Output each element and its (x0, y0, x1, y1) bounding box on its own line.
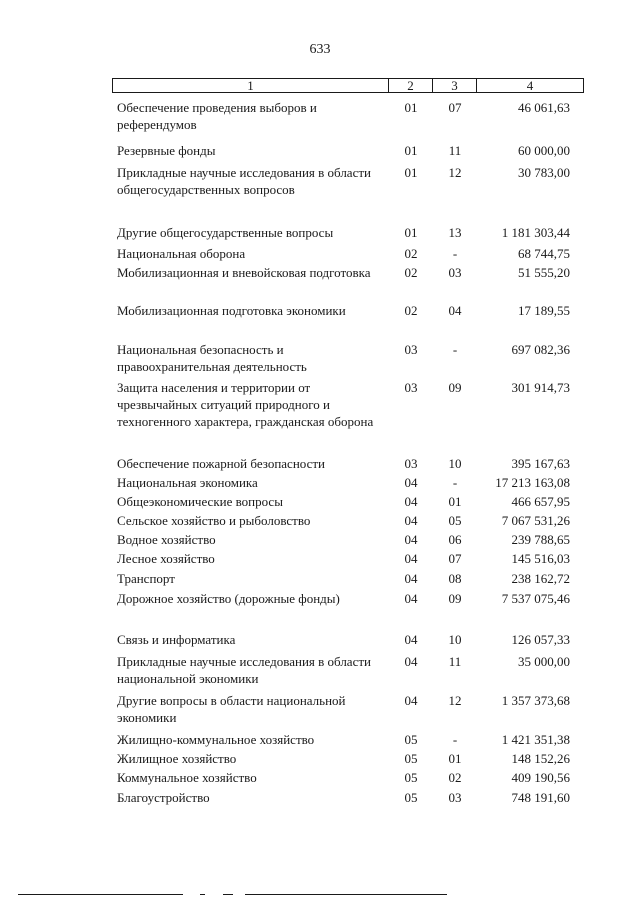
row-amount: 1 421 351,38 (501, 732, 570, 747)
row-name: Жилищное хозяйство (117, 751, 237, 766)
row-subsection: 03 (448, 265, 462, 280)
row-amount: 7 537 075,46 (501, 591, 570, 606)
row-section: 04 (404, 513, 418, 528)
row-name: Благоустройство (117, 790, 210, 805)
row-subsection: 12 (448, 165, 462, 180)
row-subsection: 09 (448, 380, 462, 395)
row-subsection: 02 (448, 770, 462, 785)
row-amount: 46 061,63 (518, 100, 570, 115)
row-name: Национальная экономика (117, 475, 258, 490)
row-subsection: 04 (448, 303, 462, 318)
row-name: Мобилизационная и вневойсковая подготовка (117, 265, 371, 280)
row-name: Другие общегосударственные вопросы (117, 225, 334, 240)
row-subsection: - (452, 475, 458, 490)
row-subsection: 12 (448, 693, 462, 708)
row-subsection: - (452, 732, 458, 747)
row-amount: 7 067 531,26 (501, 513, 570, 528)
row-subsection: 07 (448, 100, 462, 115)
row-subsection: 11 (448, 654, 462, 669)
row-name: Резервные фонды (117, 143, 216, 158)
row-name: Национальная оборона (117, 246, 246, 261)
row-amount: 17 189,55 (518, 303, 570, 318)
header-col-4: 4 (526, 78, 534, 93)
row-subsection: 06 (448, 532, 462, 547)
row-amount: 697 082,36 (511, 342, 570, 357)
row-subsection: 08 (448, 571, 462, 586)
row-section: 04 (404, 494, 418, 509)
row-name: Обеспечение пожарной безопасности (117, 456, 326, 471)
header-col-2: 2 (389, 79, 433, 92)
row-name: Лесное хозяйство (117, 551, 215, 566)
row-subsection: 05 (448, 513, 462, 528)
row-amount: 238 162,72 (511, 571, 570, 586)
row-subsection: 13 (448, 225, 462, 240)
page-number: 633 (309, 42, 331, 57)
row-amount: 1 181 303,44 (501, 225, 570, 240)
row-section: 04 (404, 693, 418, 708)
row-section: 02 (404, 265, 418, 280)
row-name: Мобилизационная подготовка экономики (117, 303, 346, 318)
row-section: 03 (404, 380, 418, 395)
row-section: 04 (404, 571, 418, 586)
header-col-1: 1 (113, 79, 389, 92)
footer-rule-dash (200, 894, 205, 895)
row-section: 01 (404, 165, 418, 180)
row-section: 04 (404, 551, 418, 566)
row-amount: 409 190,56 (511, 770, 570, 785)
row-section: 03 (404, 456, 418, 471)
row-amount: 60 000,00 (518, 143, 570, 158)
row-section: 03 (404, 342, 418, 357)
row-amount: 51 555,20 (518, 265, 570, 280)
row-amount: 145 516,03 (511, 551, 570, 566)
row-subsection: - (452, 246, 458, 261)
row-section: 04 (404, 591, 418, 606)
row-amount: 395 167,63 (511, 456, 570, 471)
row-name: Связь и информатика (117, 632, 236, 647)
row-section: 05 (404, 751, 418, 766)
row-amount: 748 191,60 (511, 790, 570, 805)
row-subsection: 07 (448, 551, 462, 566)
row-name: Коммунальное хозяйство (117, 770, 257, 785)
row-section: 04 (404, 654, 418, 669)
row-section: 05 (404, 732, 418, 747)
row-section: 02 (404, 303, 418, 318)
row-amount: 17 213 163,08 (495, 475, 570, 490)
row-name: Национальная безопасность и правоохранительная деятельность (117, 342, 307, 374)
row-amount: 35 000,00 (518, 654, 570, 669)
row-section: 04 (404, 532, 418, 547)
row-name: Жилищно-коммунальное хозяйство (117, 732, 315, 747)
row-section: 01 (404, 225, 418, 240)
row-name: Дорожное хозяйство (дорожные фонды) (117, 591, 340, 606)
footer-rule-left (18, 894, 183, 895)
row-name: Другие вопросы в области национальной экономики (117, 693, 346, 725)
row-amount: 30 783,00 (518, 165, 570, 180)
row-name: Транспорт (117, 571, 175, 586)
row-name: Защита населения и территории от чрезвычайных ситуаций природного и техногенного характера, гражданская оборона (117, 380, 374, 429)
row-section: 05 (404, 770, 418, 785)
row-subsection: 11 (448, 143, 462, 158)
row-name: Прикладные научные исследования в области национальной экономики (117, 654, 371, 686)
row-section: 05 (404, 790, 418, 805)
row-amount: 126 057,33 (511, 632, 570, 647)
row-amount: 301 914,73 (511, 380, 570, 395)
table-header (112, 78, 584, 93)
row-amount: 466 657,95 (511, 494, 570, 509)
row-section: 01 (404, 143, 418, 158)
row-name: Обеспечение проведения выборов и референдумов (117, 100, 317, 132)
header-col-3: 3 (433, 79, 477, 92)
row-subsection: 09 (448, 591, 462, 606)
row-name: Прикладные научные исследования в области общегосударственных вопросов (117, 165, 371, 197)
row-section: 02 (404, 246, 418, 261)
row-amount: 148 152,26 (511, 751, 570, 766)
row-amount: 239 788,65 (511, 532, 570, 547)
row-subsection: 10 (448, 456, 462, 471)
footer-rule-dash (223, 894, 233, 895)
footer-rule-right (245, 894, 447, 895)
row-name: Водное хозяйство (117, 532, 216, 547)
row-subsection: 03 (448, 790, 462, 805)
row-subsection: 01 (448, 494, 462, 509)
row-section: 04 (404, 632, 418, 647)
row-subsection: 10 (448, 632, 462, 647)
row-name: Сельское хозяйство и рыболовство (117, 513, 311, 528)
row-amount: 68 744,75 (518, 246, 570, 261)
row-amount: 1 357 373,68 (501, 693, 570, 708)
row-section: 01 (404, 100, 418, 115)
row-subsection: - (452, 342, 458, 357)
row-name: Общеэкономические вопросы (117, 494, 283, 509)
row-subsection: 01 (448, 751, 462, 766)
row-section: 04 (404, 475, 418, 490)
